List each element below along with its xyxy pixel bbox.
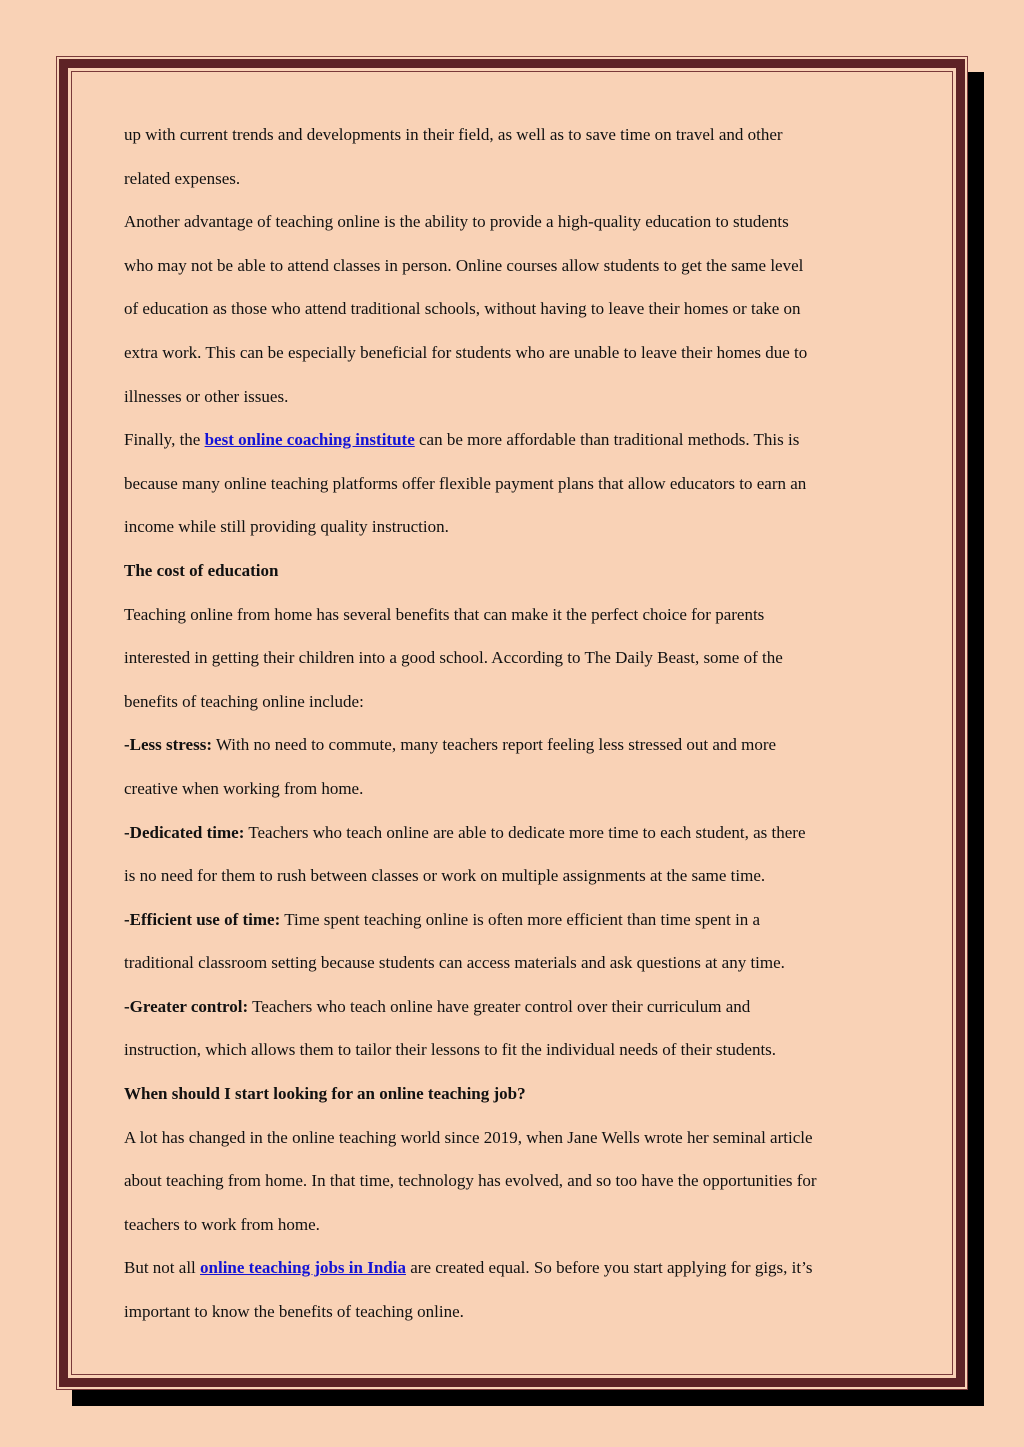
list-item-line [124,723,904,767]
list-item-line [124,985,904,1029]
text-line-with-link [124,1246,904,1290]
line-text: interested in getting their children into a good school. According to The Daily Beast, some of the [124,648,783,668]
line-text: instruction, which allows them to tailor their lessons to fit the individual needs of their students. [124,1040,777,1060]
text-line-with-link [124,418,904,462]
line-text: about teaching from home. In that time, technology has evolved, and so too have the opportunities for [124,1171,817,1191]
body-text-line [124,375,904,419]
list-item-label: -Greater control: [124,996,249,1016]
body-text-line [124,462,904,506]
line-text: because many online teaching platforms offer flexible payment plans that allow educators to earn an [124,473,807,493]
list-item-label: -Efficient use of time: [124,909,281,929]
line-text: Time spent teaching online is often more efficient than time spent in a [280,909,761,929]
line-text: extra work. This can be especially beneficial for students who are unable to leave their homes due to [124,342,808,362]
line-text: Teachers who teach online have greater control over their curriculum and [248,996,751,1016]
section-heading [124,549,904,593]
heading-text: The cost of education [124,560,279,580]
list-item-line [124,811,904,855]
line-text: Teachers who teach online are able to dedicate more time to each student, as there [244,822,806,842]
line-text: of education as those who attend traditional schools, without having to leave their homes or take on [124,299,801,319]
text-after-link: are created equal. So before you start applying for gigs, it’s [405,1258,813,1278]
text-before-link: Finally, the [124,430,205,450]
section-heading [124,1072,904,1116]
body-text-line [124,200,904,244]
line-text: creative when working from home. [124,778,364,798]
list-item-label: -Less stress: [124,735,212,755]
text-after-link: can be more affordable than traditional methods. This is [414,430,800,450]
body-text-line [124,331,904,375]
body-text-line [124,854,904,898]
body-text-line [124,593,904,637]
body-text-line [124,157,904,201]
body-text-line [124,941,904,985]
line-text: With no need to commute, many teachers report feeling less stressed out and more [211,735,777,755]
body-text-line [124,1159,904,1203]
line-text: income while still providing quality instruction. [124,517,449,537]
body-text-line [124,636,904,680]
line-text: who may not be able to attend classes in person. Online courses allow students to get the same level [124,255,804,275]
body-text-line [124,1203,904,1247]
list-item-line [124,898,904,942]
body-text-line [124,1290,904,1334]
body-text-line [124,287,904,331]
line-text: illnesses or other issues. [124,386,289,406]
body-text-line [124,505,904,549]
line-text: up with current trends and developments in their field, as well as to save time on travel and other [124,125,783,144]
line-text: teachers to work from home. [124,1214,320,1234]
inline-link[interactable]: online teaching jobs in India [200,1258,406,1278]
line-text: Teaching online from home has several benefits that can make it the perfect choice for parents [124,604,765,624]
inline-link[interactable]: best online coaching institute [204,430,415,450]
body-text-line [124,113,904,157]
line-text: Another advantage of teaching online is the ability to provide a high-quality education to students [124,212,789,232]
list-item-label: -Dedicated time: [124,822,245,842]
body-text-line [124,680,904,724]
line-text: is no need for them to rush between classes or work on multiple assignments at the same time. [124,866,766,886]
line-text: A lot has changed in the online teaching world since 2019, when Jane Wells wrote her seminal article [124,1127,813,1147]
line-text: important to know the benefits of teaching online. [124,1302,464,1322]
body-text-line [124,767,904,811]
text-before-link: But not all [124,1258,201,1278]
body-text-line [124,1028,904,1072]
line-text: benefits of teaching online include: [124,691,364,711]
body-text-line [124,244,904,288]
document-body [124,113,904,1334]
heading-text: When should I start looking for an online teaching job? [124,1084,526,1104]
body-text-line [124,1116,904,1160]
line-text: related expenses. [124,168,241,188]
line-text: traditional classroom setting because students can access materials and ask questions at any time. [124,953,785,973]
